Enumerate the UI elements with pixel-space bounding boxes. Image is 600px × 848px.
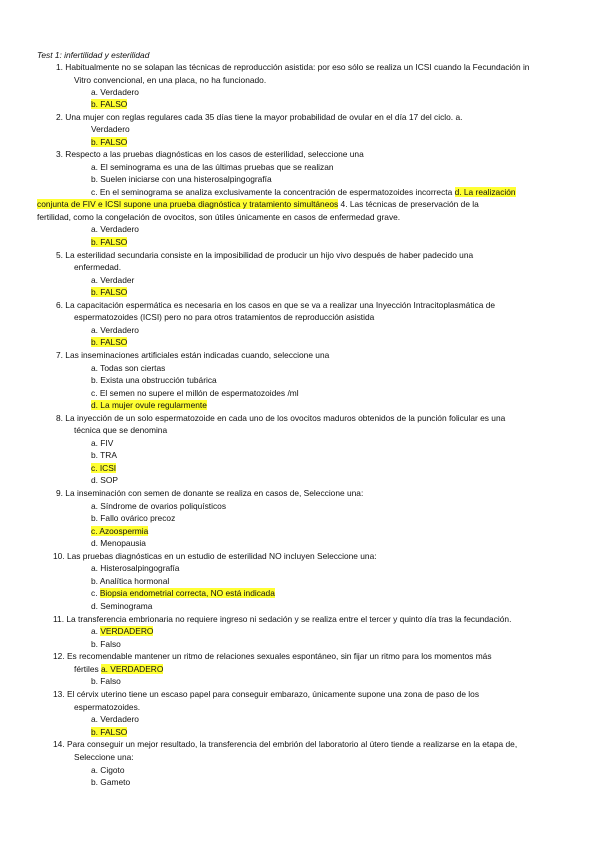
- question-12-text-cont: fértiles: [74, 664, 99, 674]
- question-4-text-cont: fertilidad, como la congelación de ovocitos, son útiles únicamente en casos de enfermedad grave.: [37, 212, 401, 222]
- question-13-text: 13. El cérvix uterino tiene un escaso papel para conseguir embarazo, únicamente supone una zona de paso de los: [53, 689, 480, 699]
- question-7-option-c: c. El semen no supere el millón de espermatozoides /ml: [91, 388, 299, 398]
- question-14-text-cont: Seleccione una:: [74, 752, 134, 762]
- question-9-option-d: d. Menopausia: [91, 538, 146, 548]
- question-4-answer: b. FALSO: [91, 237, 128, 247]
- question-12-answer: a. VERDADERO: [101, 664, 164, 674]
- question-6-text-cont: espermatozoides (ICSI) pero no para otros tratamientos de reproducción asistida: [74, 312, 375, 322]
- question-5-answer: b. FALSO: [91, 287, 128, 297]
- question-7-text: 7. Las inseminaciones artificiales están indicadas cuando, seleccione una: [56, 350, 330, 360]
- question-13-text-cont: espermatozoides.: [74, 702, 141, 712]
- question-13-answer: b. FALSO: [91, 727, 128, 737]
- question-3-answer-start: d. La realización: [454, 187, 516, 197]
- question-6-option-a: a. Verdadero: [91, 325, 139, 335]
- question-2-option-a: Verdadero: [91, 124, 130, 134]
- question-12-text: 12. Es recomendable mantener un ritmo de relaciones sexuales espontáneo, sin fijar un ritmo para los momentos más: [53, 651, 492, 661]
- question-7-option-a: a. Todas son ciertas: [91, 363, 166, 373]
- question-7-option-b: b. Exista una obstrucción tubárica: [91, 375, 217, 385]
- question-2-text: 2. Una mujer con reglas regulares cada 35 días tiene la mayor probabilidad de ovular en el día 17 del ciclo. a.: [56, 112, 463, 122]
- question-8-answer: c. ICSI: [91, 463, 117, 473]
- question-11-option-a-prefix: a.: [91, 626, 98, 636]
- question-10-text: 10. Las pruebas diagnósticas en un estudio de esterilidad NO incluyen Seleccione una:: [53, 551, 377, 561]
- question-3-answer-cont: conjunta de FIV e ICSI supone una prueba diagnóstica y tratamiento simultáneos: [37, 199, 339, 209]
- question-9-option-b: b. Fallo ovárico precoz: [91, 513, 176, 523]
- question-5-option-a: a. Verdader: [91, 275, 135, 285]
- question-9-text: 9. La inseminación con semen de donante se realiza en casos de, Seleccione una:: [56, 488, 364, 498]
- question-4-option-a: a. Verdadero: [91, 224, 139, 234]
- question-3-text: 3. Respecto a las pruebas diagnósticas en los casos de esterilidad, seleccione una: [56, 149, 364, 159]
- question-9-answer: c. Azoospermia: [91, 526, 149, 536]
- question-4-text: 4. Las técnicas de preservación de la: [340, 199, 479, 209]
- question-1-text-cont: Vitro convencional, en una placa, no ha funcionado.: [74, 75, 267, 85]
- question-10-answer: Biopsia endometrial correcta, NO está indicada: [99, 588, 275, 598]
- question-11-option-b: b. Falso: [91, 639, 121, 649]
- question-7-answer: d. La mujer ovule regularmente: [91, 400, 207, 410]
- question-3-option-a: a. El seminograma es una de las últimas pruebas que se realizan: [91, 162, 334, 172]
- question-8-text-cont: técnica que se denomina: [74, 425, 168, 435]
- document-title: Test 1: infertilidad y esterilidad: [37, 50, 150, 60]
- question-1-text: 1. Habitualmente no se solapan las técnicas de reproducción asistida: por eso sólo se realiza un ICSI cuando la Fecundación in: [56, 62, 530, 72]
- question-6-text: 6. La capacitación espermática es necesaria en los casos en que se va a realizar una Inyección Intracitoplasmática de: [56, 300, 496, 310]
- question-8-option-b: b. TRA: [91, 450, 117, 460]
- question-14-text: 14. Para conseguir un mejor resultado, la transferencia del embrión del laboratorio al útero tiende a realizarse en la etapa de,: [53, 739, 518, 749]
- question-12-option-b: b. Falso: [91, 676, 121, 686]
- question-3-option-c: c. En el seminograma se analiza exclusivamente la concentración de espermatozoides incorrecta: [91, 187, 453, 197]
- question-11-text: 11. La transferencia embrionaria no requiere ingreso ni sedación y se realiza entre el tercer y quinto día tras la fecundación.: [53, 614, 512, 624]
- question-8-option-a: a. FIV: [91, 438, 114, 448]
- question-6-answer: b. FALSO: [91, 337, 128, 347]
- question-10-option-d: d. Seminograma: [91, 601, 153, 611]
- question-5-text-cont: enfermedad.: [74, 262, 122, 272]
- question-8-option-d: d. SOP: [91, 475, 118, 485]
- question-1-answer: b. FALSO: [91, 99, 128, 109]
- question-8-text: 8. La inyección de un solo espermatozoide en cada uno de los ovocitos maduros obtenidos de la punción folicular es una: [56, 413, 506, 423]
- question-2-answer: b. FALSO: [91, 137, 128, 147]
- question-3-option-b: b. Suelen iniciarse con una histerosalpingografía: [91, 174, 272, 184]
- question-1-option-a: a. Verdadero: [91, 87, 139, 97]
- question-5-text: 5. La esterilidad secundaria consiste en la imposibilidad de producir un hijo vivo después de haber padecido una: [56, 250, 474, 260]
- question-11-answer: VERDADERO: [100, 626, 154, 636]
- question-10-option-c-prefix: c.: [91, 588, 98, 598]
- question-13-option-a: a. Verdadero: [91, 714, 139, 724]
- question-9-option-a: a. Síndrome de ovarios poliquísticos: [91, 501, 227, 511]
- question-10-option-a: a. Histerosalpingografía: [91, 563, 180, 573]
- question-10-option-b: b. Analítica hormonal: [91, 576, 170, 586]
- question-14-option-b: b. Gameto: [91, 777, 131, 787]
- question-14-option-a: a. Cigoto: [91, 765, 125, 775]
